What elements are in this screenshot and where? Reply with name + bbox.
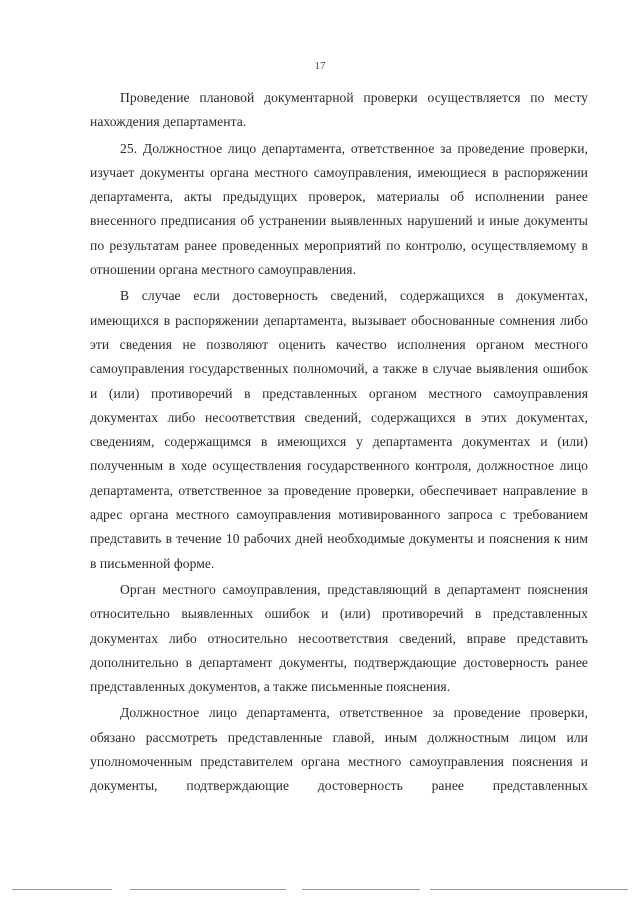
page-number: 17 [314, 60, 326, 72]
footer-rule [12, 889, 628, 891]
document-body [90, 86, 588, 799]
footer-rule-gap [420, 888, 430, 893]
footer-rule-gap [286, 888, 302, 893]
paragraph-doubtful-information: В случае если достоверность сведений, содержащихся в документах, имеющихся в распоряжении департамента, вызывает обоснованные сомнения либо эти сведения не позволяют оценить качество исполнения органом местного самоуправления государственных полномочий, а также в случае выявления ошибок и (или) противоречий в представленных органом местного самоуправления документах либо несоответствия сведений, содержащихся в этих документах, сведениям, содержащимся в имеющихся у департамента документах и (или) полученным в ходе осуществления государственного контроля, должностное лицо департамента, ответственное за проведение проверки, обеспечивает направление в адрес органа местного самоуправления мотивированного запроса с требованием представить в течение 10 рабочих дней необходимые документы и пояснения к ним в письменной форме. [90, 288, 588, 571]
paragraph-item-25: 25. Должностное лицо департамента, ответственное за проведение проверки, изучает документы органа местного самоуправления, имеющиеся в распоряжении департамента, акты предыдущих проверок, материалы об исполнении ранее внесенного предписания об устранении выявленных нарушений и иные документы по результатам ранее проведенных мероприятий по контролю, осуществляемому в отношении органа местного самоуправления. [90, 140, 588, 278]
paragraph-local-government-explanations: Орган местного самоуправления, представляющий в департамент пояснения относительно выявленных ошибок и (или) противоречий в представленных документах либо относительно несоответствия сведений, вправе представить дополнительно в департамент документы, подтверждающие достоверность ранее представленных документов, а также письменные пояснения. [90, 581, 588, 695]
paragraph-inspection-location: Проведение плановой документарной проверки осуществляется по месту нахождения департамента. [90, 90, 588, 130]
paragraph-official-obligations: Должностное лицо департамента, ответственное за проведение проверки, обязано рассмотреть представленные главой, иным должностным лицом или уполномоченным представителем органа местного самоуправления пояснения и документы, подтверждающие достоверность ранее представленных [90, 705, 588, 794]
footer-rule-gap [112, 888, 130, 893]
